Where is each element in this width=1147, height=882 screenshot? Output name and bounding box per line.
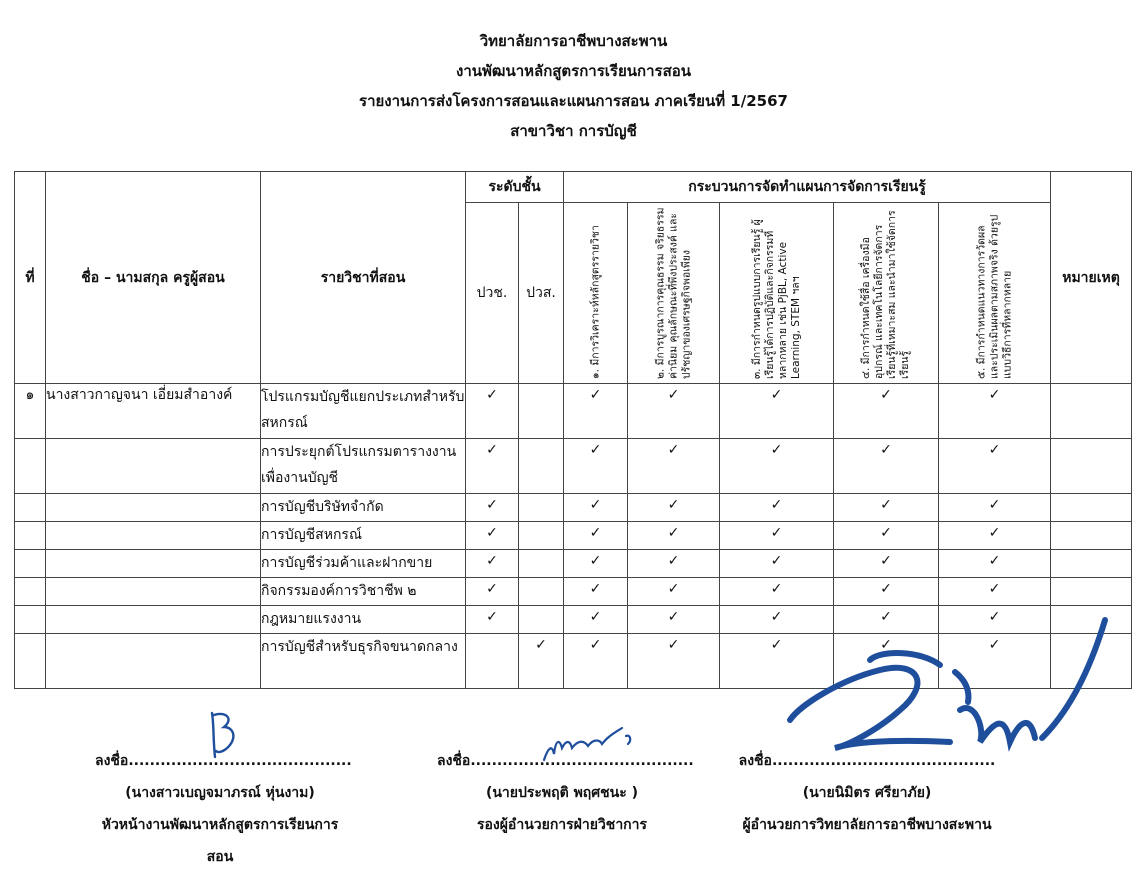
check-cell xyxy=(720,384,834,439)
handwritten-signature-1 xyxy=(200,705,245,765)
subject-name: การบัญชีร่วมค้าและฝากขาย xyxy=(261,550,466,578)
check-cell xyxy=(628,550,720,578)
subject-name: โปรแกรมบัญชีแยกประเภทสำหรับสหกรณ์ xyxy=(261,384,466,439)
check-cell xyxy=(564,384,628,439)
check-icon: ✓ xyxy=(770,553,783,569)
check-icon: ✓ xyxy=(770,637,783,653)
note-cell xyxy=(1051,578,1132,606)
check-icon: ✓ xyxy=(486,387,498,403)
check-icon: ✓ xyxy=(770,581,783,597)
check-cell xyxy=(939,550,1051,578)
handwritten-signature-2 xyxy=(540,718,640,766)
table-row xyxy=(15,522,1132,550)
check-cell xyxy=(939,384,1051,439)
check-cell xyxy=(834,550,939,578)
check-icon: ✓ xyxy=(880,387,892,403)
header-note: หมายเหตุ xyxy=(1051,172,1132,384)
row-number xyxy=(15,522,46,550)
check-icon: ✓ xyxy=(770,497,783,513)
signer-position: รองผู้อำนวยการฝ่ายวิชาการ xyxy=(476,817,648,833)
check-cell xyxy=(564,439,628,494)
header-process-3 xyxy=(720,203,834,384)
check-cell xyxy=(466,494,519,522)
check-icon: ✓ xyxy=(880,497,892,513)
row-number xyxy=(15,494,46,522)
check-icon: ✓ xyxy=(589,497,602,513)
subject-name: การประยุกต์โปรแกรมตารางงานเพื่องานบัญชี xyxy=(261,439,466,494)
check-icon: ✓ xyxy=(667,637,680,653)
check-icon: ✓ xyxy=(988,442,1001,458)
check-icon: ✓ xyxy=(589,609,602,625)
check-icon: ✓ xyxy=(988,387,1001,403)
check-cell xyxy=(564,522,628,550)
check-icon: ✓ xyxy=(589,442,602,458)
check-cell xyxy=(564,606,628,634)
check-icon: ✓ xyxy=(988,581,1001,597)
row-number xyxy=(15,606,46,634)
process-5-label: ๕. มีการกำหนดแนวทางการวัดผลและประเมินผลตามสภาพจริง ด้วยรูปแบบวิธีการที่หลากหลาย xyxy=(975,214,1014,379)
empty-cell xyxy=(519,384,564,439)
check-icon: ✓ xyxy=(988,637,1001,653)
handwritten-signature-3 xyxy=(780,610,1120,760)
check-icon: ✓ xyxy=(667,442,680,458)
check-icon: ✓ xyxy=(667,609,680,625)
check-cell xyxy=(564,550,628,578)
note-cell xyxy=(1051,522,1132,550)
teacher-name xyxy=(46,550,261,578)
table-row xyxy=(15,494,1132,522)
check-cell xyxy=(834,578,939,606)
signature-line: ลงชื่อ.......................................... xyxy=(437,753,694,769)
header-level-pvc: ปวช. xyxy=(466,203,519,384)
signer-name: (นางสาวเบญจมาภรณ์ หุ่นงาม) xyxy=(125,785,315,801)
check-icon: ✓ xyxy=(880,553,892,569)
check-cell xyxy=(834,384,939,439)
check-icon: ✓ xyxy=(667,387,680,403)
check-cell xyxy=(466,578,519,606)
empty-cell xyxy=(519,439,564,494)
check-cell xyxy=(834,439,939,494)
row-number xyxy=(15,439,46,494)
note-cell xyxy=(1051,384,1132,439)
check-cell xyxy=(466,550,519,578)
check-icon: ✓ xyxy=(770,387,783,403)
header-process-4 xyxy=(834,203,939,384)
subject-name: การบัญชีสหกรณ์ xyxy=(261,522,466,550)
check-icon: ✓ xyxy=(770,442,783,458)
header-process-5 xyxy=(939,203,1051,384)
check-cell xyxy=(628,384,720,439)
process-2-label: ๒. มีการบูรณาการคุณธรรม จริยธรรม ค่านิยม คุณลักษณะที่พึงประสงค์ และปรัชญาของเศรษฐกิจพอเพียง xyxy=(654,207,692,379)
check-icon: ✓ xyxy=(486,497,498,513)
signer-position: หัวหน้างานพัฒนาหลักสูตรการเรียนการสอน xyxy=(101,817,339,865)
check-icon: ✓ xyxy=(535,637,547,653)
subject-name: การบัญชีสำหรับธุรกิจขนาดกลาง xyxy=(261,634,466,689)
check-cell xyxy=(466,384,519,439)
check-cell xyxy=(628,606,720,634)
check-cell xyxy=(720,550,834,578)
check-icon: ✓ xyxy=(988,553,1001,569)
check-cell xyxy=(519,634,564,689)
row-number xyxy=(15,634,46,689)
header-level-pvs: ปวส. xyxy=(519,203,564,384)
empty-cell xyxy=(519,550,564,578)
document-header xyxy=(0,26,1147,146)
signer-position: ผู้อำนวยการวิทยาลัยการอาชีพบางสะพาน xyxy=(742,817,992,833)
teacher-name xyxy=(46,634,261,689)
header-subject: รายวิชาที่สอน xyxy=(261,172,466,384)
check-icon: ✓ xyxy=(880,581,892,597)
department-name: งานพัฒนาหลักสูตรการเรียนการสอน xyxy=(456,62,691,80)
header-no: ที่ xyxy=(15,172,46,384)
table-row xyxy=(15,578,1132,606)
check-cell xyxy=(466,439,519,494)
check-icon: ✓ xyxy=(770,525,783,541)
row-number xyxy=(15,550,46,578)
check-icon: ✓ xyxy=(667,497,680,513)
header-process-1 xyxy=(564,203,628,384)
check-cell xyxy=(834,494,939,522)
teacher-name xyxy=(46,606,261,634)
note-cell xyxy=(1051,494,1132,522)
subject-name: การบัญชีบริษัทจำกัด xyxy=(261,494,466,522)
signature-line: ลงชื่อ.......................................... xyxy=(95,753,352,769)
check-icon: ✓ xyxy=(589,387,602,403)
note-cell xyxy=(1051,439,1132,494)
check-icon: ✓ xyxy=(988,497,1001,513)
table-row xyxy=(15,550,1132,578)
check-cell xyxy=(939,494,1051,522)
check-cell xyxy=(628,522,720,550)
check-icon: ✓ xyxy=(589,525,602,541)
check-icon: ✓ xyxy=(988,525,1001,541)
teacher-name xyxy=(46,522,261,550)
header-process-2 xyxy=(628,203,720,384)
header-process: กระบวนการจัดทำแผนการจัดการเรียนรู้ xyxy=(564,172,1051,203)
check-icon: ✓ xyxy=(880,637,892,653)
check-cell xyxy=(720,578,834,606)
check-icon: ✓ xyxy=(667,553,680,569)
signer-name: (นายนิมิตร ศรียาภัย) xyxy=(802,785,932,801)
college-name: วิทยาลัยการอาชีพบางสะพาน xyxy=(479,32,668,50)
check-icon: ✓ xyxy=(667,525,680,541)
check-icon: ✓ xyxy=(667,581,680,597)
teacher-name xyxy=(46,494,261,522)
check-cell xyxy=(628,439,720,494)
check-cell xyxy=(564,634,628,689)
process-4-label: ๔. มีการกำหนดใช้สื่อ เครื่องมือ อุปกรณ์ และเทคโนโลยีการจัดการเรียนรู้ที่เหมาะสม และนำมาใช้จัดการเรียนรู้ xyxy=(860,210,911,379)
check-cell xyxy=(720,439,834,494)
subject-name: กฎหมายแรงงาน xyxy=(261,606,466,634)
program-name: สาขาวิชา การบัญชี xyxy=(510,122,637,140)
check-cell xyxy=(939,522,1051,550)
teacher-name: นางสาวกาญจนา เอี่ยมสำอางค์ xyxy=(46,384,261,439)
empty-cell xyxy=(466,634,519,689)
check-icon: ✓ xyxy=(486,553,498,569)
subject-name: กิจกรรมองค์การวิชาชีพ ๒ xyxy=(261,578,466,606)
check-cell xyxy=(628,634,720,689)
check-cell xyxy=(939,439,1051,494)
header-level: ระดับชั้น xyxy=(466,172,564,203)
check-icon: ✓ xyxy=(770,609,783,625)
row-number xyxy=(15,578,46,606)
report-title: รายงานการส่งโครงการสอนและแผนการสอน ภาคเรียนที่ 1/2567 xyxy=(359,92,788,110)
table-row xyxy=(15,384,1132,439)
process-3-label: ๓. มีการกำหนดรูปแบบการเรียนรู้ ผู้เรียนรู้ได้การปฏิบัติและกิจกรรมที่หลากหลาย เช่น PjBL, Active Learning, STEM ฯลฯ xyxy=(750,219,802,379)
check-icon: ✓ xyxy=(988,609,1001,625)
check-cell xyxy=(628,494,720,522)
check-icon: ✓ xyxy=(486,525,498,541)
check-icon: ✓ xyxy=(880,525,892,541)
check-icon: ✓ xyxy=(486,442,498,458)
check-icon: ✓ xyxy=(589,553,602,569)
check-cell xyxy=(564,494,628,522)
empty-cell xyxy=(519,522,564,550)
check-cell xyxy=(466,522,519,550)
check-icon: ✓ xyxy=(880,609,892,625)
check-cell xyxy=(628,578,720,606)
check-icon: ✓ xyxy=(880,442,892,458)
empty-cell xyxy=(519,578,564,606)
empty-cell xyxy=(519,606,564,634)
table-row xyxy=(15,439,1132,494)
header-teacher-name: ชื่อ – นามสกุล ครูผู้สอน xyxy=(46,172,261,384)
check-cell xyxy=(720,522,834,550)
check-icon: ✓ xyxy=(589,581,602,597)
teacher-name xyxy=(46,439,261,494)
signature-line: ลงชื่อ.......................................... xyxy=(738,753,996,769)
empty-cell xyxy=(519,494,564,522)
teacher-name xyxy=(46,578,261,606)
check-icon: ✓ xyxy=(589,637,602,653)
signer-name: (นายประพฤติ พฤศชนะ ) xyxy=(485,785,639,801)
check-icon: ✓ xyxy=(486,581,498,597)
process-1-label: ๑. มีการวิเคราะห์หลักสูตรรายวิชา xyxy=(589,225,601,379)
check-cell xyxy=(939,578,1051,606)
check-cell xyxy=(564,578,628,606)
row-number: ๑ xyxy=(15,384,46,439)
note-cell xyxy=(1051,550,1132,578)
check-cell xyxy=(720,494,834,522)
check-icon: ✓ xyxy=(486,609,498,625)
check-cell xyxy=(466,606,519,634)
check-cell xyxy=(834,522,939,550)
